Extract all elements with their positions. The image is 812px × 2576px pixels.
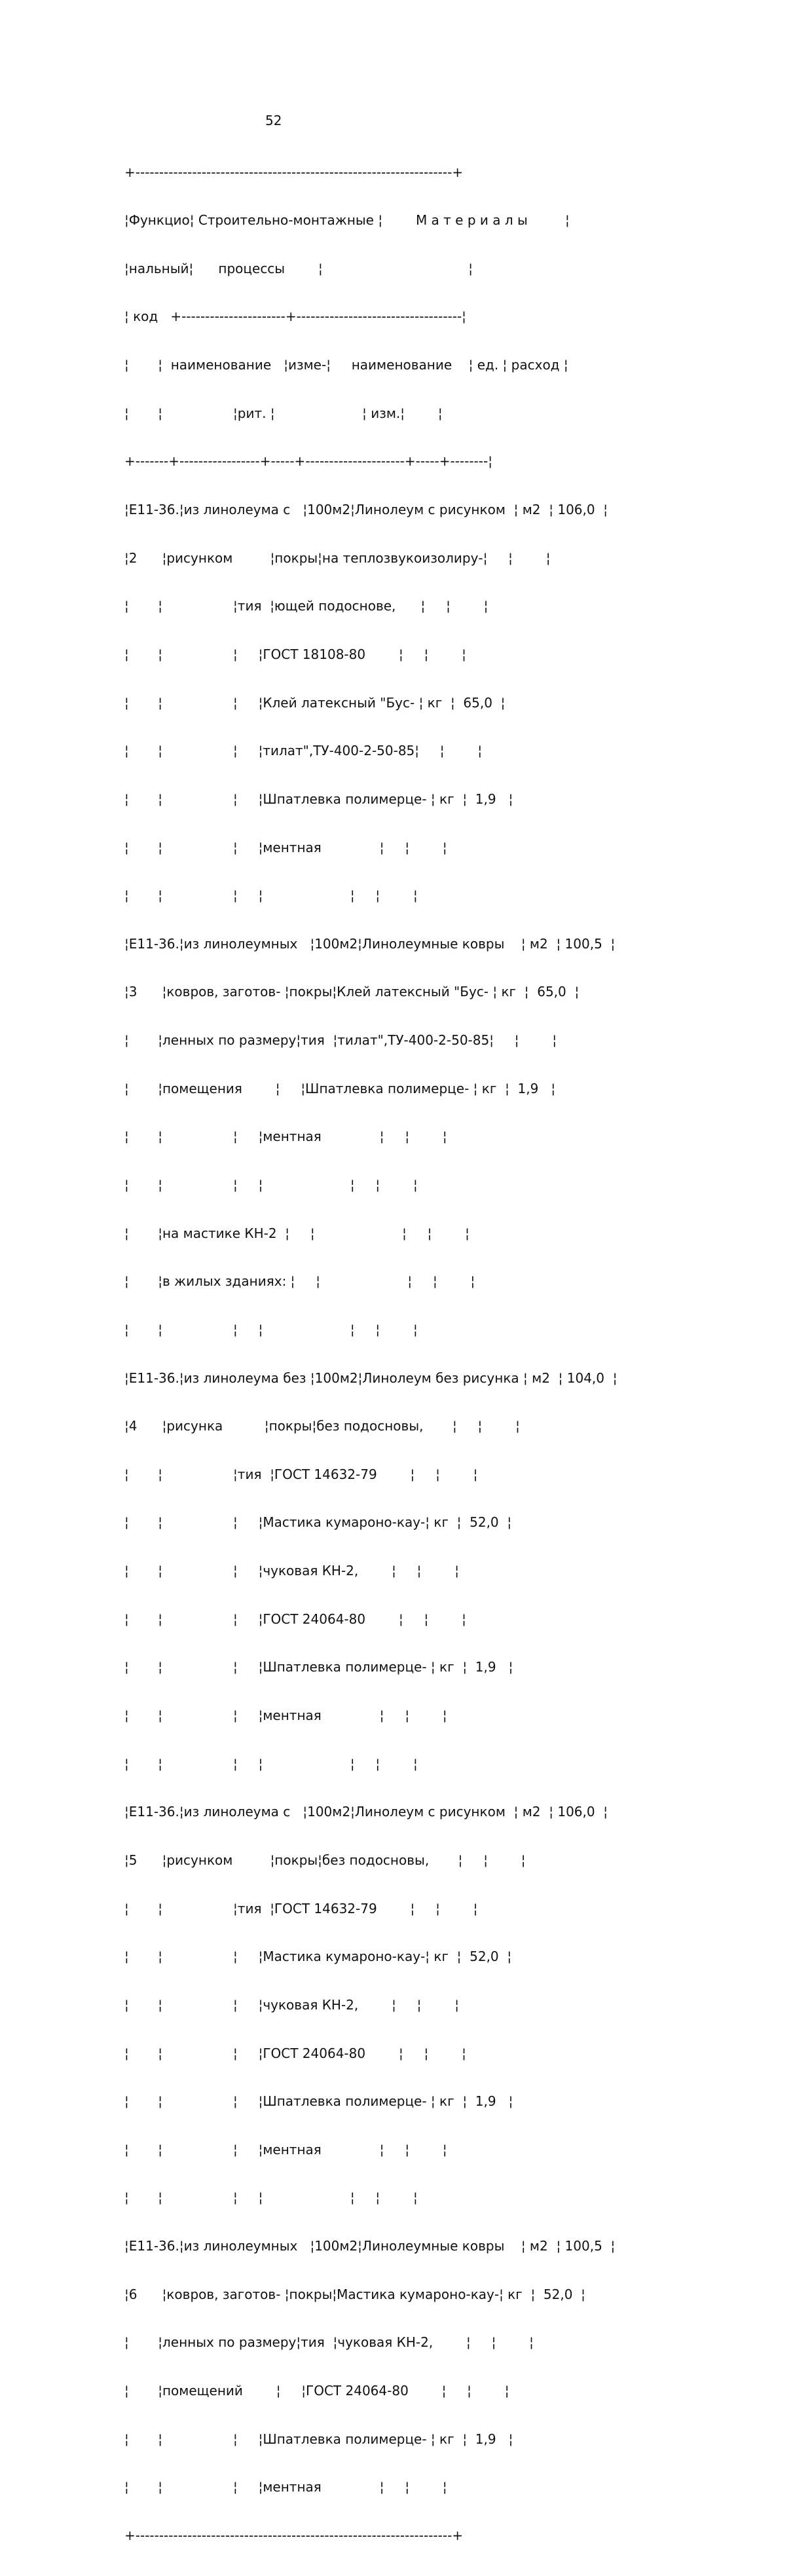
table-line: ¦ ¦ ¦ ¦ ¦ ¦ ¦: [124, 2190, 418, 2206]
table-line: ¦Е11-36.¦из линолеумных ¦100м2¦Линолеумные ковры ¦ м2 ¦ 100,5 ¦: [124, 2238, 616, 2254]
table-line: ¦ ¦ ¦ ¦ГОСТ 24064-80 ¦ ¦ ¦: [124, 2045, 466, 2061]
table-line: ¦6 ¦ковров, заготов- ¦покры¦Мастика кумароно-кау-¦ кг ¦ 52,0 ¦: [124, 2286, 585, 2302]
table-line: ¦ ¦помещений ¦ ¦ГОСТ 24064-80 ¦ ¦ ¦: [124, 2383, 509, 2399]
table-line: ¦ ¦ ¦ ¦Шпатлевка полимерце- ¦ кг ¦ 1,9 ¦: [124, 1659, 513, 1675]
table-line: ¦ ¦ленных по размеру¦тия ¦чуковая КН-2, ¦ ¦ ¦: [124, 2334, 534, 2351]
table-line: ¦3 ¦ковров, заготов- ¦покры¦Клей латексный "Бус- ¦ кг ¦ 65,0 ¦: [124, 984, 580, 1000]
table-line: ¦ код +----------------------+-----------------------------------¦: [124, 308, 466, 325]
table-line: ¦ ¦ ¦ ¦ ¦ ¦ ¦: [124, 1177, 418, 1193]
table-line: ¦2 ¦рисунком ¦покры¦на теплозвукоизолиру-¦ ¦ ¦: [124, 550, 551, 566]
table-line: ¦ ¦ ¦ ¦ГОСТ 24064-80 ¦ ¦ ¦: [124, 1611, 466, 1627]
table-line: ¦ ¦ ¦ ¦Мастика кумароно-кау-¦ кг ¦ 52,0 ¦: [124, 1514, 512, 1531]
table-line: ¦ ¦ ¦ ¦Мастика кумароно-кау-¦ кг ¦ 52,0 ¦: [124, 1949, 512, 1965]
table-line: ¦ ¦ ¦ ¦ ¦ ¦ ¦: [124, 1321, 418, 1337]
table-line: ¦ ¦ ¦ ¦чуковая КН-2, ¦ ¦ ¦: [124, 1996, 459, 2013]
table-line: ¦Е11-36.¦из линолеума с ¦100м2¦Линолеум с рисунком ¦ м2 ¦ 106,0 ¦: [124, 502, 608, 518]
table-line: ¦ ¦ ¦ ¦Клей латексный "Бус- ¦ кг ¦ 65,0 ¦: [124, 694, 506, 711]
table-line: ¦ ¦в жилых зданиях: ¦ ¦ ¦ ¦ ¦: [124, 1273, 475, 1290]
table-line: ¦ ¦ ¦ ¦Шпатлевка полимерце- ¦ кг ¦ 1,9 ¦: [124, 2431, 513, 2447]
table-line: ¦ ¦ ¦тия ¦ющей подоснове, ¦ ¦ ¦: [124, 598, 489, 614]
table-line: ¦ ¦ ¦тия ¦ГОСТ 14632-79 ¦ ¦ ¦: [124, 1900, 478, 1916]
table-line: ¦ ¦ ¦ ¦ментная ¦ ¦ ¦: [124, 1129, 447, 1145]
table-line: ¦Е11-36.¦из линолеума с ¦100м2¦Линолеум с рисунком ¦ м2 ¦ 106,0 ¦: [124, 1804, 608, 1820]
table-line: +-------------------------------------------------------------------+: [124, 2527, 464, 2543]
table-line: ¦Е11-36.¦из линолеумных ¦100м2¦Линолеумные ковры ¦ м2 ¦ 100,5 ¦: [124, 935, 616, 952]
table-line: ¦ ¦ ¦ ¦ментная ¦ ¦ ¦: [124, 839, 447, 855]
table-line: ¦ ¦ ¦ ¦ГОСТ 18108-80 ¦ ¦ ¦: [124, 646, 466, 662]
table-line: ¦ ¦ ¦тия ¦ГОСТ 14632-79 ¦ ¦ ¦: [124, 1466, 478, 1482]
table-line: ¦нальный¦ процессы ¦ ¦: [124, 260, 473, 276]
table-line: ¦ ¦ ¦ ¦тилат",ТУ-400-2-50-85¦ ¦ ¦: [124, 743, 483, 759]
table-line: ¦ ¦ ¦ ¦ментная ¦ ¦ ¦: [124, 2479, 447, 2495]
page-number: 52: [265, 113, 282, 128]
materials-ascii-table: [124, 148, 617, 2576]
table-line: ¦Функцио¦ Строительно-монтажные ¦ М а т е р и а л ы ¦: [124, 212, 570, 229]
table-line: ¦ ¦помещения ¦ ¦Шпатлевка полимерце- ¦ кг ¦ 1,9 ¦: [124, 1080, 556, 1096]
table-line: ¦ ¦ленных по размеру¦тия ¦тилат",ТУ-400-2-50-85¦ ¦ ¦: [124, 1032, 557, 1049]
table-line: ¦ ¦ ¦ ¦ ¦ ¦ ¦: [124, 887, 418, 904]
table-line: ¦ ¦ ¦ ¦ ¦ ¦ ¦: [124, 1755, 418, 1772]
table-line: ¦Е11-36.¦из линолеума без ¦100м2¦Линолеум без рисунка ¦ м2 ¦ 104,0 ¦: [124, 1370, 618, 1386]
table-line: ¦ ¦ ¦ ¦ментная ¦ ¦ ¦: [124, 1708, 447, 1724]
table-line: ¦ ¦ ¦ ¦Шпатлевка полимерце- ¦ кг ¦ 1,9 ¦: [124, 2093, 513, 2110]
table-line: ¦ ¦ ¦рит. ¦ ¦ изм.¦ ¦: [124, 405, 443, 421]
table-line: ¦4 ¦рисунка ¦покры¦без подосновы, ¦ ¦ ¦: [124, 1418, 520, 1434]
table-line: ¦ ¦ ¦ ¦Шпатлевка полимерце- ¦ кг ¦ 1,9 ¦: [124, 791, 513, 807]
table-line: ¦ ¦ наименование ¦изме-¦ наименование ¦ ед. ¦ расход ¦: [124, 357, 568, 373]
table-line: ¦ ¦ ¦ ¦чуковая КН-2, ¦ ¦ ¦: [124, 1563, 459, 1579]
table-line: +-------+-----------------+-----+---------------------+-----+--------¦: [124, 453, 492, 470]
table-line: ¦ ¦ ¦ ¦ментная ¦ ¦ ¦: [124, 2141, 447, 2157]
table-line: ¦5 ¦рисунком ¦покры¦без подосновы, ¦ ¦ ¦: [124, 1852, 526, 1868]
table-line: +-------------------------------------------------------------------+: [124, 164, 464, 180]
table-line: ¦ ¦на мастике КН-2 ¦ ¦ ¦ ¦ ¦: [124, 1225, 470, 1241]
